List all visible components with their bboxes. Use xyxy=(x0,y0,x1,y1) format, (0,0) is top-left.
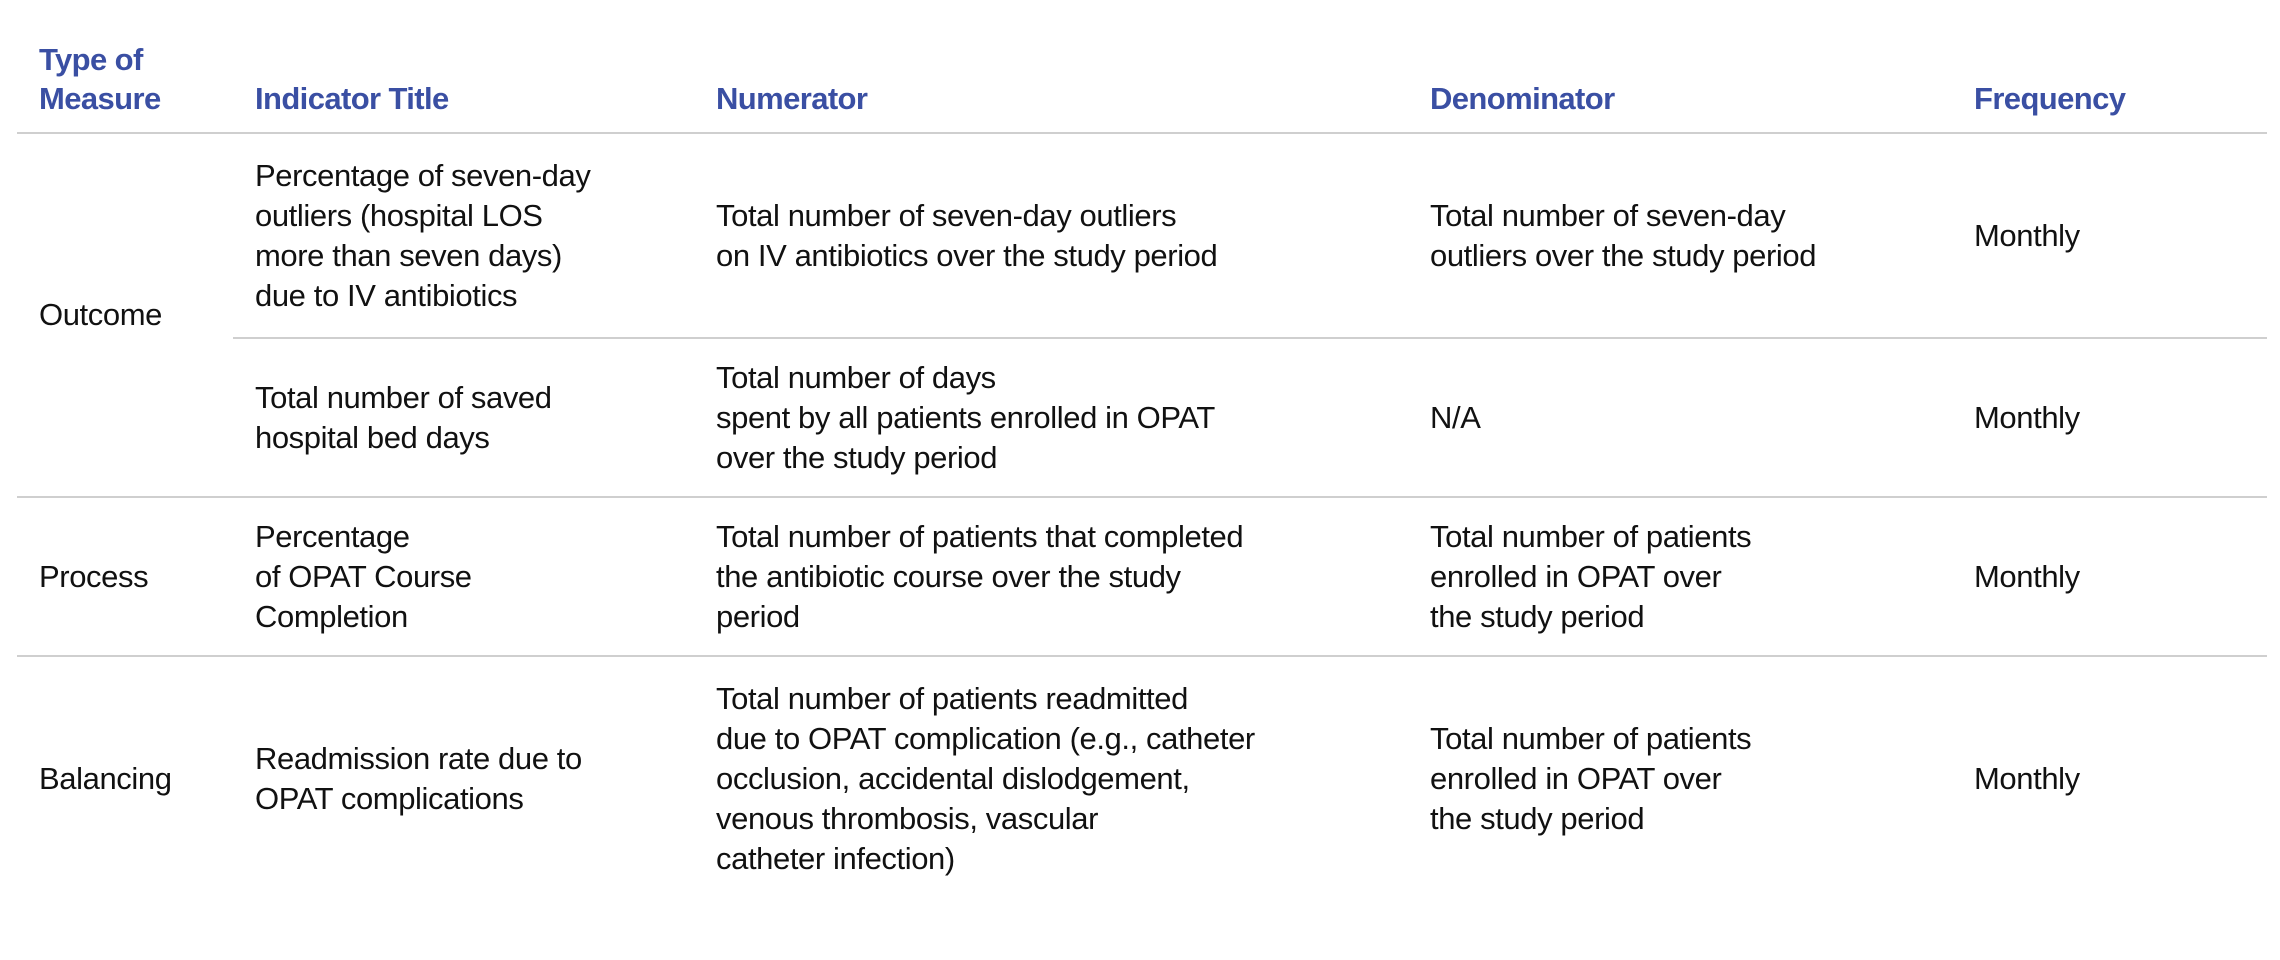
header-type: Type of Measure xyxy=(17,40,233,133)
frequency: Monthly xyxy=(1952,133,2267,338)
numerator: Total number of patients readmitted due to OPAT complication (e.g., catheter occlusion, accidental dislodgement, venous thrombosis, vascular catheter infection) xyxy=(716,681,1255,876)
header-title: Indicator Title xyxy=(233,40,694,133)
header-row xyxy=(17,40,2267,133)
header-denominator: Denominator xyxy=(1408,40,1952,133)
denominator: Total number of patients enrolled in OPAT over the study period xyxy=(1408,497,1952,656)
frequency: Monthly xyxy=(1952,338,2267,497)
table-row xyxy=(17,338,2267,497)
header-frequency: Frequency xyxy=(1952,40,2267,133)
indicator-title: Total number of saved hospital bed days xyxy=(233,338,694,497)
frequency: Monthly xyxy=(1952,497,2267,656)
numerator: Total number of seven-day outliers on IV antibiotics over the study period xyxy=(694,133,1408,338)
indicator-title: Percentage of seven-day outliers (hospital LOS more than seven days) due to IV antibiotics xyxy=(233,133,694,338)
header-numerator: Numerator xyxy=(694,40,1408,133)
numerator: Total number of days spent by all patients enrolled in OPAT over the study period xyxy=(694,338,1408,497)
frequency: Monthly xyxy=(1974,761,2080,796)
indicator-title: Percentage of OPAT Course Completion xyxy=(233,497,694,656)
measure-type: Outcome xyxy=(17,133,233,497)
table-row xyxy=(17,497,2267,656)
measure-type: Balancing xyxy=(39,761,172,796)
indicator-title: Readmission rate due to OPAT complications xyxy=(255,741,582,816)
measure-type: Process xyxy=(17,497,233,656)
denominator: Total number of seven-day outliers over the study period xyxy=(1408,133,1952,338)
table-row xyxy=(17,656,2267,901)
denominator: Total number of patients enrolled in OPAT over the study period xyxy=(1430,721,1752,836)
table-row xyxy=(17,133,2267,338)
denominator: N/A xyxy=(1408,338,1952,497)
quality-indicators-table xyxy=(17,40,2267,901)
numerator: Total number of patients that completed the antibiotic course over the study period xyxy=(694,497,1408,656)
